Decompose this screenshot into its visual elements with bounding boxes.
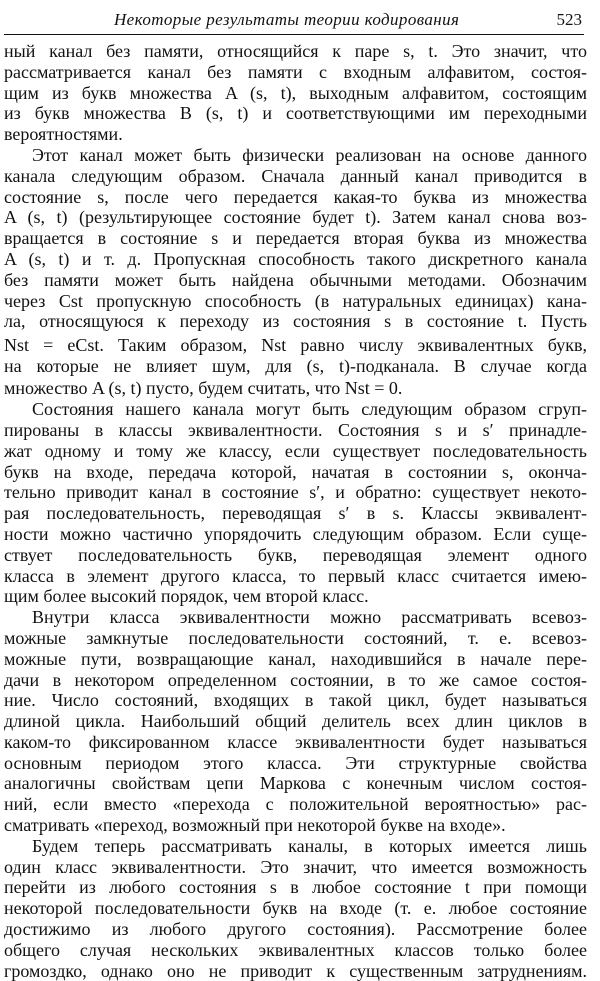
text-line: Внутри класса эквивалентности можно рассматривать всевоз- [32,607,587,628]
running-title: Некоторые результаты теории кодирования [114,10,460,29]
text-line: A (s, t) (результирующее состояние будет t). Затем канал снова воз- [4,207,587,228]
text-line: щим более высокий порядок, чем второй класс. [4,586,369,607]
text-line: аналогичны свойствам цепи Маркова с конечным числом состоя- [4,773,587,794]
text-line: некоторой последовательности букв на входе (т. е. любое состояние [4,898,587,919]
text-line: можные замкнутые последовательности состояний, т. е. всевоз- [4,627,587,648]
text-line: из букв множества B (s, t) и соответствующими им переходными [4,103,587,124]
text-line: Будем теперь рассматривать каналы, в которых имеется лишь [32,835,587,856]
text-line: достижимо из любого другого состояния). Рассмотрение более [4,919,587,940]
text-line: один класс эквивалентности. Это значит, что имеется возможность [4,856,587,877]
text-line: пированы в классы эквивалентности. Состояния s и s′ принадле- [4,419,587,440]
text-line: ние. Число состояний, входящих в такой цикл, будет называться [4,690,587,711]
text-line: на которые не влияет шум, для (s, t)-подканала. В случае когда [4,356,587,377]
text-line: через Cst пропускную способность (в натуральных единицах) кана- [4,290,587,311]
text-line: можные пути, возвращающие канал, находившийся в начале пере- [4,648,587,669]
text-line: общего случая нескольких эквивалентных классов только более [4,939,587,960]
running-header [4,4,584,35]
text-line: канала следующим образом. Сначала данный канал приводится в [4,165,587,186]
text-line: Состояния нашего канала могут быть следующим образом сгруп- [32,399,587,420]
text-line: Nst = eCst. Таким образом, Nst равно числу эквивалентных букв, [4,335,587,356]
body-text [4,41,587,981]
text-line: ный канал без памяти, относящийся к паре s, t. Это значит, что [4,41,587,61]
text-line: без памяти может быть найдена обычными методами. Обозначим [4,269,587,290]
text-line: громоздко, однако оно не приводит к существенным затруднениям. [4,960,587,981]
text-line: вращается в состояние s и передается вторая буква из множества [4,228,587,249]
text-line: ствует последовательность букв, переводящая элемент одного [4,544,587,565]
text-line: тельно приводит канал в состояние s′, и обратно: существует некото- [4,482,587,503]
text-line: ла, относящуюся к переходу из состояния s в состояние t. Пусть [4,311,587,332]
page-number: 523 [556,10,582,29]
text-line: перейти из любого состояния s в любое состояние t при помощи [4,877,587,898]
text-line: класса в элемент другого класса, то первый класс считается имею- [4,565,587,586]
text-line: щим из букв множества A (s, t), выходным алфавитом, состоящим [4,82,587,103]
text-line: A (s, t) и т. д. Пропускная способность такого дискретного канала [4,248,587,269]
text-line: букв на входе, передача которой, начатая в состоянии s, оконча- [4,461,587,482]
text-line: жат одному и тому же классу, если существует последовательность [4,440,587,461]
text-line: рая последовательность, переводящая s′ в s. Классы эквивалент- [4,503,587,524]
text-line: рассматривается канал без памяти с входным алфавитом, состоя- [4,61,587,82]
text-line: Этот канал может быть физически реализован на основе данного [32,144,587,165]
text-line: ности можно частично упорядочить следующим образом. Если суще- [4,523,587,544]
text-line: основным периодом этого класса. Эти структурные свойства [4,752,587,773]
text-line: каком-то фиксированном классе эквивалентности будет называться [4,731,587,752]
text-line: вероятностями. [4,124,123,145]
text-line: сматривать «переход, возможный при некоторой букве на входе». [4,815,506,836]
text-line: длиной цикла. Наибольший общий делитель всех длин циклов в [4,711,587,732]
text-line: ний, если вместо «перехода с положительной вероятностью» рас- [4,794,587,815]
text-line: состояние s, после чего передается какая-то буква из множества [4,186,587,207]
text-line: множество A (s, t) пусто, будем считать, что Nst = 0. [4,377,403,398]
text-line: дачи в некотором определенном состоянии, в то же самое состоя- [4,669,587,690]
